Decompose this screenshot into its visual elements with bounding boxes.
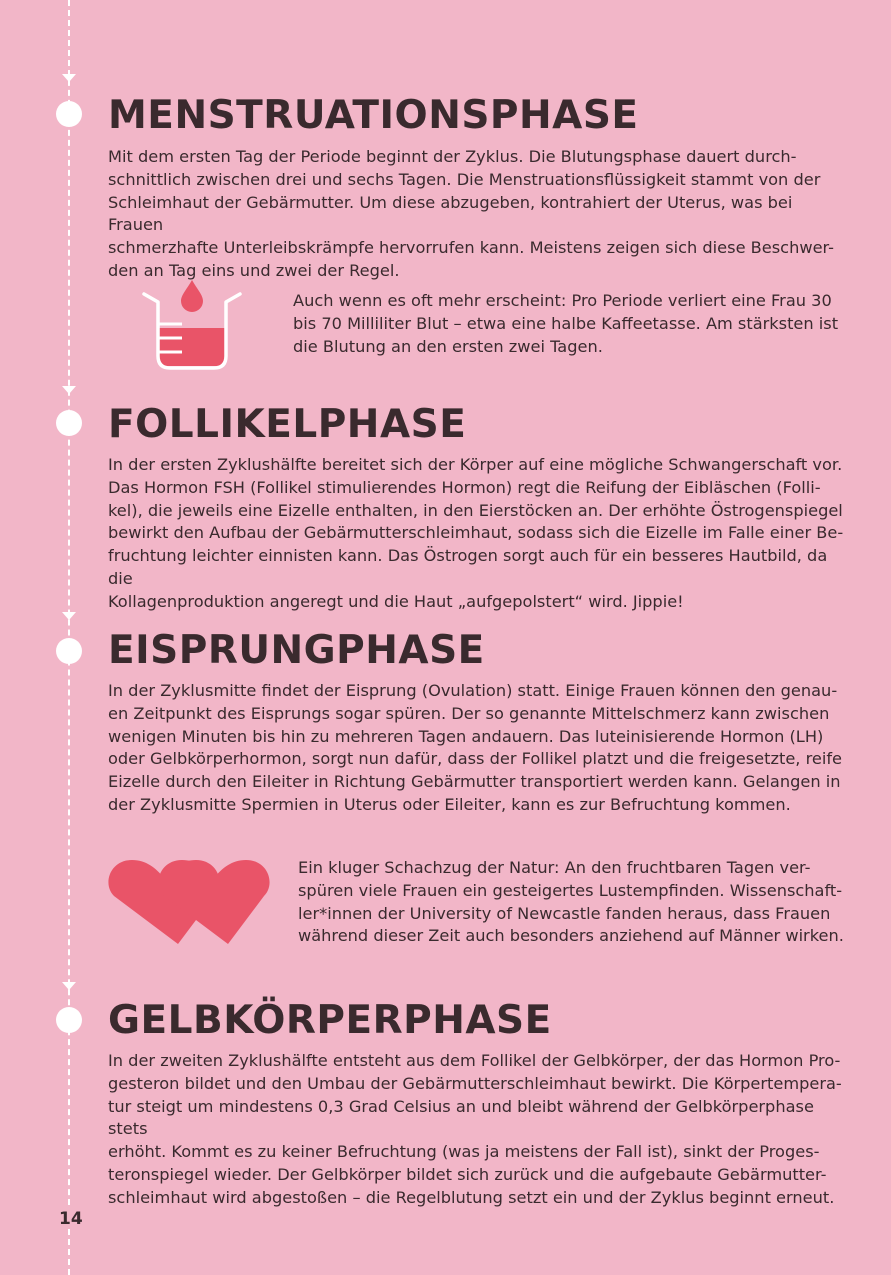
text-line: oder Gelbkörperhormon, sorgt nun dafür, dass der Follikel platzt und die freigesetzte, reife: [108, 749, 842, 769]
text-line: ler*innen der University of Newcastle fanden heraus, dass Frauen: [298, 903, 831, 923]
timeline-arrow-icon: [62, 74, 76, 82]
two-hearts-icon: [108, 858, 284, 952]
text-line: schmerzhafte Unterleibskrämpfe hervorrufen kann. Meistens zeigen sich diese Beschwer-: [108, 238, 834, 258]
section-title-menstruationsphase: MENSTRUATIONSPHASE: [108, 93, 639, 138]
timeline-dot: [56, 1007, 82, 1033]
beaker-icon: [140, 276, 244, 380]
text-line: bis 70 Milliliter Blut – etwa eine halbe Kaffeetasse. Am stärksten ist: [293, 313, 839, 333]
text-line: schnittlich zwischen drei und sechs Tagen. Die Menstruationsflüssigkeit stammt von der: [108, 169, 821, 189]
text-line: wenigen Minuten bis hin zu mehreren Tagen andauern. Das luteinisierende Hormon (LH): [108, 726, 824, 746]
page-number: 14: [59, 1209, 83, 1229]
text-line: kel), die jeweils eine Eizelle enthalten, in den Eierstöcken an. Der erhöhte Östrogenspiegel: [108, 500, 843, 520]
timeline-arrow-icon: [62, 982, 76, 990]
text-line: gesteron bildet und den Umbau der Gebärmutterschleimhaut bewirkt. Die Körpertempera-: [108, 1073, 842, 1093]
timeline-dot: [56, 410, 82, 436]
section-text-gelbkoerperphase: [108, 1050, 850, 1210]
text-line: Schleimhaut der Gebärmutter. Um diese abzugeben, kontrahiert der Uterus, was bei Frauen: [108, 192, 793, 235]
text-line: der Zyklusmitte Spermien in Uterus oder Eileiter, kann es zur Befruchtung kommen.: [108, 794, 791, 814]
aside-text-fertile-days: [298, 857, 844, 948]
timeline-arrow-icon: [62, 612, 76, 620]
text-line: Auch wenn es oft mehr erscheint: Pro Periode verliert eine Frau 30: [293, 291, 832, 310]
section-text-menstruationsphase: [108, 146, 850, 283]
aside-text-blood-volume: [293, 290, 838, 358]
section-title-eisprungphase: EISPRUNGPHASE: [108, 628, 485, 673]
text-line: Eizelle durch den Eileiter in Richtung Gebärmutter transportiert werden kann. Gelangen in: [108, 772, 841, 792]
text-line: den an Tag eins und zwei der Regel.: [108, 260, 400, 280]
timeline-dot: [56, 638, 82, 664]
text-line: während dieser Zeit auch besonders anziehend auf Männer wirken.: [298, 926, 844, 946]
text-line: Ein kluger Schachzug der Natur: An den fruchtbaren Tagen ver-: [298, 858, 811, 877]
text-line: Das Hormon FSH (Follikel stimulierendes Hormon) regt die Reifung der Eibläschen (Folli-: [108, 477, 821, 497]
text-line: teronspiegel wieder. Der Gelbkörper bildet sich zurück und die aufgebaute Gebärmutter-: [108, 1164, 827, 1184]
text-line: In der Zyklusmitte findet der Eisprung (Ovulation) statt. Einige Frauen können den genau-: [108, 681, 838, 700]
text-line: In der zweiten Zyklushälfte entsteht aus dem Follikel der Gelbkörper, der das Hormon Pro-: [108, 1051, 841, 1070]
text-line: en Zeitpunkt des Eisprungs sogar spüren. Der so genannte Mittelschmerz kann zwischen: [108, 703, 830, 723]
text-line: bewirkt den Aufbau der Gebärmutterschleimhaut, sodass sich die Eizelle im Falle einer Be-: [108, 523, 844, 543]
section-text-eisprungphase: [108, 680, 850, 817]
text-line: erhöht. Kommt es zu keiner Befruchtung (was ja meistens der Fall ist), sinkt der Proges-: [108, 1142, 820, 1162]
text-line: tur steigt um mindestens 0,3 Grad Celsius an und bleibt während der Gelbkörperphase stets: [108, 1096, 814, 1139]
text-line: die Blutung an den ersten zwei Tagen.: [293, 336, 603, 356]
text-line: fruchtung leichter einnisten kann. Das Östrogen sorgt auch für ein besseres Hautbild, da die: [108, 546, 828, 588]
text-line: Mit dem ersten Tag der Periode beginnt der Zyklus. Die Blutungsphase dauert durch-: [108, 147, 797, 166]
section-text-follikelphase: [108, 454, 850, 614]
timeline-arrow-icon: [62, 386, 76, 394]
section-title-follikelphase: FOLLIKELPHASE: [108, 402, 467, 447]
section-title-gelbkoerperphase: GELBKÖRPERPHASE: [108, 998, 552, 1043]
text-line: Kollagenproduktion angeregt und die Haut „aufgepolstert“ wird. Jippie!: [108, 591, 684, 611]
timeline-dot: [56, 101, 82, 127]
text-line: In der ersten Zyklushälfte bereitet sich der Körper auf eine mögliche Schwangerschaft vor.: [108, 455, 843, 474]
text-line: schleimhaut wird abgestoßen – die Regelblutung setzt ein und der Zyklus beginnt erneut.: [108, 1187, 835, 1207]
text-line: spüren viele Frauen ein gesteigertes Lustempfinden. Wissenschaft-: [298, 880, 843, 900]
